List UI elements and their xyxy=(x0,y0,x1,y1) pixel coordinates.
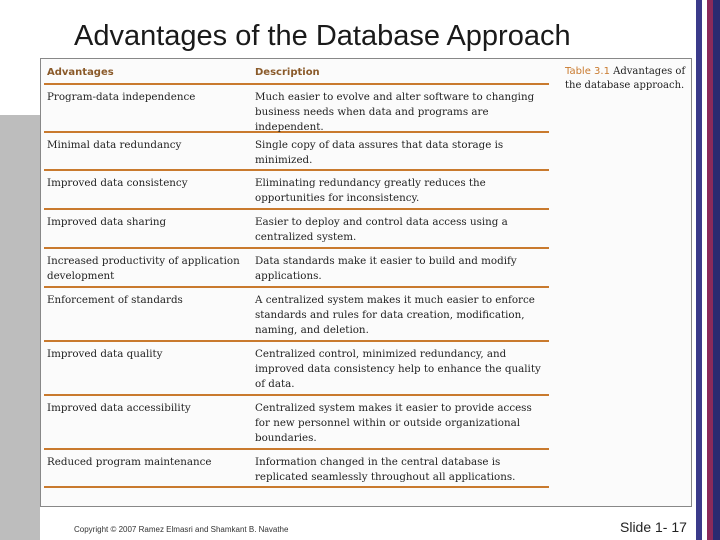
table-row xyxy=(44,249,549,288)
advantages-table xyxy=(44,62,549,488)
decorative-stripes xyxy=(696,0,720,540)
description-cell: Centralized system makes it easier to provide access for new personnel within or outside organizational boundaries. xyxy=(255,402,532,444)
caption-text: Advantages of the database approach. xyxy=(565,66,686,91)
description-cell: Centralized control, minimized redundancy, and improved data consistency help to enhance the quality of data. xyxy=(255,348,541,390)
table-header-row xyxy=(44,62,549,85)
table-row xyxy=(44,171,549,210)
table-row xyxy=(44,342,549,396)
description-cell: Information changed in the central database is replicated seamlessly throughout all applications. xyxy=(255,456,516,483)
table-row xyxy=(44,133,549,171)
slide-number: Slide 1- 17 xyxy=(620,519,687,535)
description-cell: Easier to deploy and control data access using a centralized system. xyxy=(255,216,508,243)
copyright-notice: Copyright © 2007 Ramez Elmasri and Shamkant B. Navathe xyxy=(74,525,289,534)
caption-number: Table 3.1 xyxy=(565,66,610,77)
advantage-cell: Improved data accessibility xyxy=(47,402,191,414)
advantage-cell: Enforcement of standards xyxy=(47,294,183,306)
table-row xyxy=(44,210,549,249)
stripe xyxy=(713,0,720,540)
description-cell: Eliminating redundancy greatly reduces the opportunities for inconsistency. xyxy=(255,177,486,204)
advantage-cell: Improved data sharing xyxy=(47,216,167,228)
description-cell: Much easier to evolve and alter software to changing business needs when data and programs are independent. xyxy=(255,91,535,133)
table-image-frame xyxy=(40,58,692,507)
slide-title: Advantages of the Database Approach xyxy=(74,20,571,52)
advantage-cell: Improved data quality xyxy=(47,348,163,360)
description-cell: Data standards make it easier to build and modify applications. xyxy=(255,255,517,282)
table-row xyxy=(44,450,549,488)
table-row xyxy=(44,288,549,342)
advantage-cell: Improved data consistency xyxy=(47,177,188,189)
advantage-cell: Program-data independence xyxy=(47,91,196,103)
table-caption xyxy=(565,65,690,93)
advantage-cell: Reduced program maintenance xyxy=(47,456,212,468)
description-cell: Single copy of data assures that data storage is minimized. xyxy=(255,139,504,166)
description-cell: A centralized system makes it much easier to enforce standards and rules for data creation, modification, naming, and deletion. xyxy=(255,294,535,336)
left-gray-band xyxy=(0,115,40,540)
advantage-cell: Increased productivity of application development xyxy=(47,255,240,282)
header-description: Description xyxy=(255,67,320,78)
table-row xyxy=(44,85,549,133)
advantage-cell: Minimal data redundancy xyxy=(47,139,182,151)
header-advantages: Advantages xyxy=(47,67,114,78)
table-row xyxy=(44,396,549,450)
